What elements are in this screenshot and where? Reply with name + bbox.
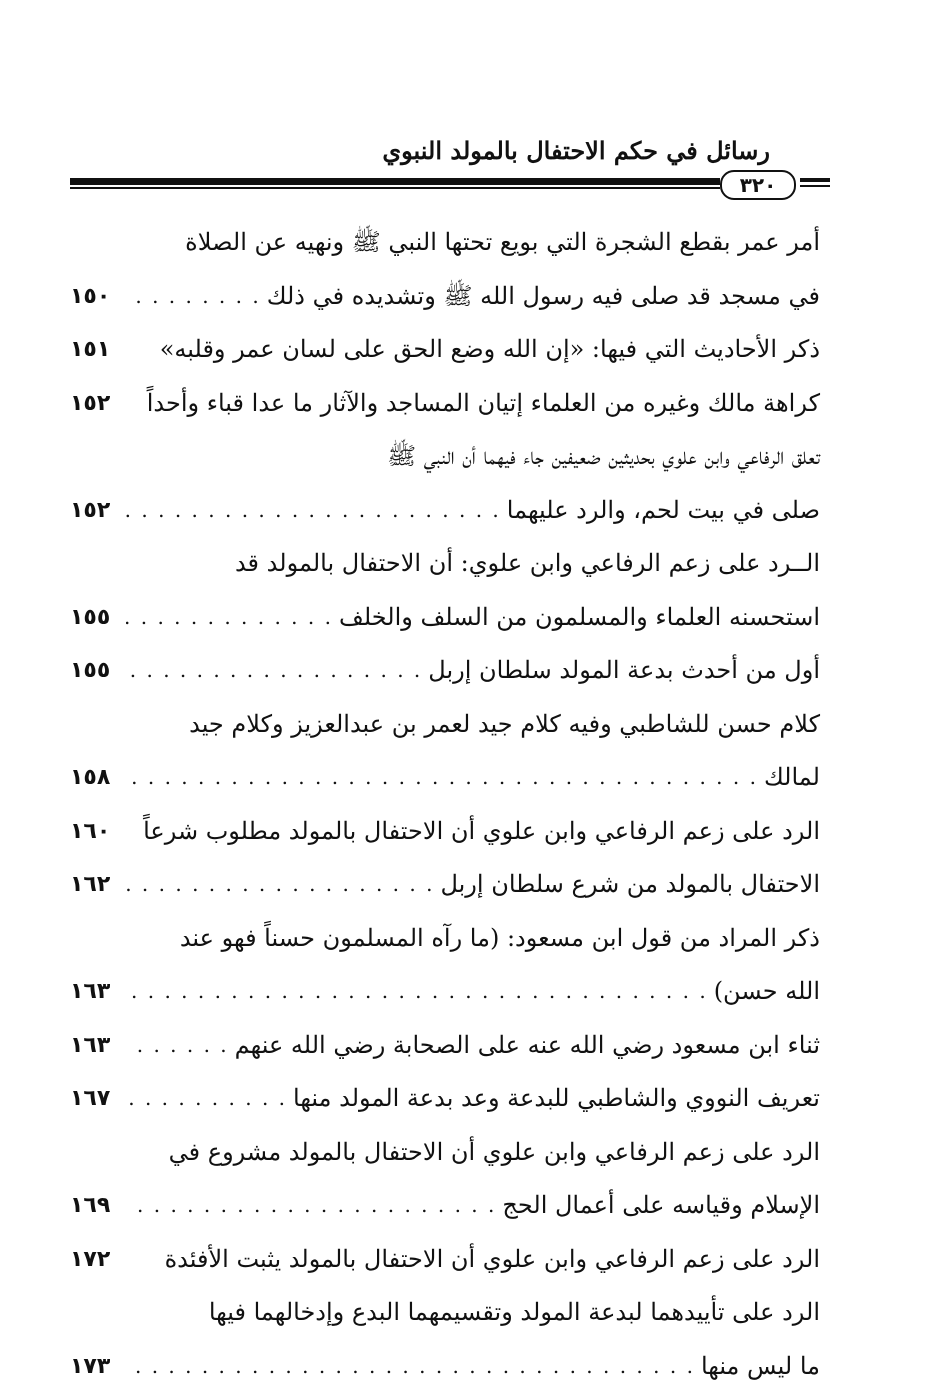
dot-leader xyxy=(126,1179,496,1233)
toc-line-text: الرد على تأييدهما لبدعة المولد وتقسيمهما البدع وإدخالهما فيها xyxy=(70,1286,830,1340)
toc-page-number: ١٧٣ xyxy=(70,1340,120,1393)
toc-page-number: ١٥٥ xyxy=(70,644,120,698)
header-rule-thick xyxy=(70,178,720,185)
toc-line-text: الرد على زعم الرفاعي وابن علوي أن الاحتفال بالمولد مشروع في xyxy=(70,1126,830,1180)
page-number-rule-thick xyxy=(800,178,830,182)
toc-page-number: ١٦٩ xyxy=(70,1179,120,1233)
toc-page-number: ١٦٠ xyxy=(70,805,120,859)
toc-line xyxy=(70,270,830,324)
toc-line-text: أول من أحدث بدعة المولد سلطان إربل xyxy=(428,644,830,698)
toc-line-text: الاحتفال بالمولد من شرع سلطان إربل xyxy=(440,858,830,912)
header-rule-thin xyxy=(70,187,720,189)
toc-page-number: ١٦٣ xyxy=(70,1019,120,1073)
toc-line xyxy=(70,1126,830,1180)
dot-leader xyxy=(126,858,434,912)
toc-line xyxy=(70,698,830,752)
dot-leader xyxy=(126,1340,695,1393)
dot-leader xyxy=(126,751,758,805)
toc-line-text: الله حسن) xyxy=(714,965,830,1019)
toc-line-text: الإسلام وقياسه على أعمال الحج xyxy=(502,1179,830,1233)
toc-line xyxy=(70,805,830,859)
toc-line xyxy=(70,1072,830,1126)
toc-line-text: لمالك xyxy=(764,751,830,805)
toc-line xyxy=(70,216,830,270)
toc-line xyxy=(70,537,830,591)
toc-page-number: ١٦٢ xyxy=(70,858,120,912)
toc-line xyxy=(70,323,830,377)
table-of-contents xyxy=(70,216,830,1393)
toc-line-text: تعلق الرفاعي وابن علوي بحديثين ضعيفين جاء فيهما أن النبي ﷺ xyxy=(70,430,830,484)
dot-leader xyxy=(126,965,708,1019)
toc-line xyxy=(70,430,830,484)
toc-line-text: صلى في بيت لحم، والرد عليهما xyxy=(507,484,830,538)
toc-line xyxy=(70,751,830,805)
toc-line-text: ذكر الأحاديث التي فيها: «إن الله وضع الحق على لسان عمر وقلبه» xyxy=(160,323,830,377)
running-header-title: رسائل في حكم الاحتفال بالمولد النبوي xyxy=(382,136,770,165)
toc-line xyxy=(70,1019,830,1073)
page-number-rule-thin xyxy=(800,185,830,187)
dot-leader xyxy=(126,1019,229,1073)
toc-page-number: ١٥٠ xyxy=(70,270,120,324)
toc-page-number: ١٥٢ xyxy=(70,377,120,431)
toc-page-number: ١٧٢ xyxy=(70,1233,120,1287)
toc-page-number: ١٥٢ xyxy=(70,484,120,538)
page-number: ٣٢٠ xyxy=(720,170,796,200)
toc-line xyxy=(70,591,830,645)
dot-leader xyxy=(126,1072,287,1126)
toc-line-text: تعريف النووي والشاطبي للبدعة وعد بدعة المولد منها xyxy=(293,1072,830,1126)
toc-line xyxy=(70,1286,830,1340)
toc-page-number: ١٦٧ xyxy=(70,1072,120,1126)
dot-leader xyxy=(126,484,501,538)
toc-line xyxy=(70,1179,830,1233)
book-page xyxy=(70,120,830,1300)
toc-line-text: الــرد على زعم الرفاعي وابن علوي: أن الاحتفال بالمولد قد xyxy=(70,537,830,591)
toc-line-text: الرد على زعم الرفاعي وابن علوي أن الاحتفال بالمولد مطلوب شرعاً xyxy=(143,805,830,859)
toc-line-text: ثناء ابن مسعود رضي الله عنه على الصحابة رضي الله عنهم xyxy=(235,1019,830,1073)
toc-line-text: الرد على زعم الرفاعي وابن علوي أن الاحتفال بالمولد يثبت الأفئدة xyxy=(165,1233,830,1287)
toc-page-number: ١٥٥ xyxy=(70,591,120,645)
toc-line-text: كلام حسن للشاطبي وفيه كلام جيد لعمر بن عبدالعزيز وكلام جيد xyxy=(70,698,830,752)
toc-line-text: كراهة مالك وغيره من العلماء إتيان المساجد والآثار ما عدا قباء وأحداً xyxy=(147,377,830,431)
toc-line-text: في مسجد قد صلى فيه رسول الله ﷺ وتشديده في ذلك xyxy=(267,270,830,324)
toc-page-number: ١٦٣ xyxy=(70,965,120,1019)
toc-line xyxy=(70,912,830,966)
toc-line xyxy=(70,1233,830,1287)
dot-leader xyxy=(126,644,422,698)
toc-line-text: ما ليس منها xyxy=(701,1340,830,1393)
dot-leader xyxy=(126,270,261,324)
dot-leader xyxy=(126,591,333,645)
toc-page-number: ١٥١ xyxy=(70,323,120,377)
toc-line xyxy=(70,644,830,698)
toc-line-text: أمر عمر بقطع الشجرة التي بويع تحتها النبي ﷺ ونهيه عن الصلاة xyxy=(70,216,830,270)
toc-page-number: ١٥٨ xyxy=(70,751,120,805)
toc-line-text: استحسنه العلماء والمسلمون من السلف والخلف xyxy=(339,591,830,645)
toc-line xyxy=(70,858,830,912)
toc-line xyxy=(70,484,830,538)
toc-line xyxy=(70,965,830,1019)
toc-line-text: ذكر المراد من قول ابن مسعود: (ما رآه المسلمون حسناً فهو عند xyxy=(70,912,830,966)
page-number-box xyxy=(720,170,830,198)
toc-line xyxy=(70,1340,830,1393)
toc-line xyxy=(70,377,830,431)
header-rule xyxy=(70,178,720,190)
